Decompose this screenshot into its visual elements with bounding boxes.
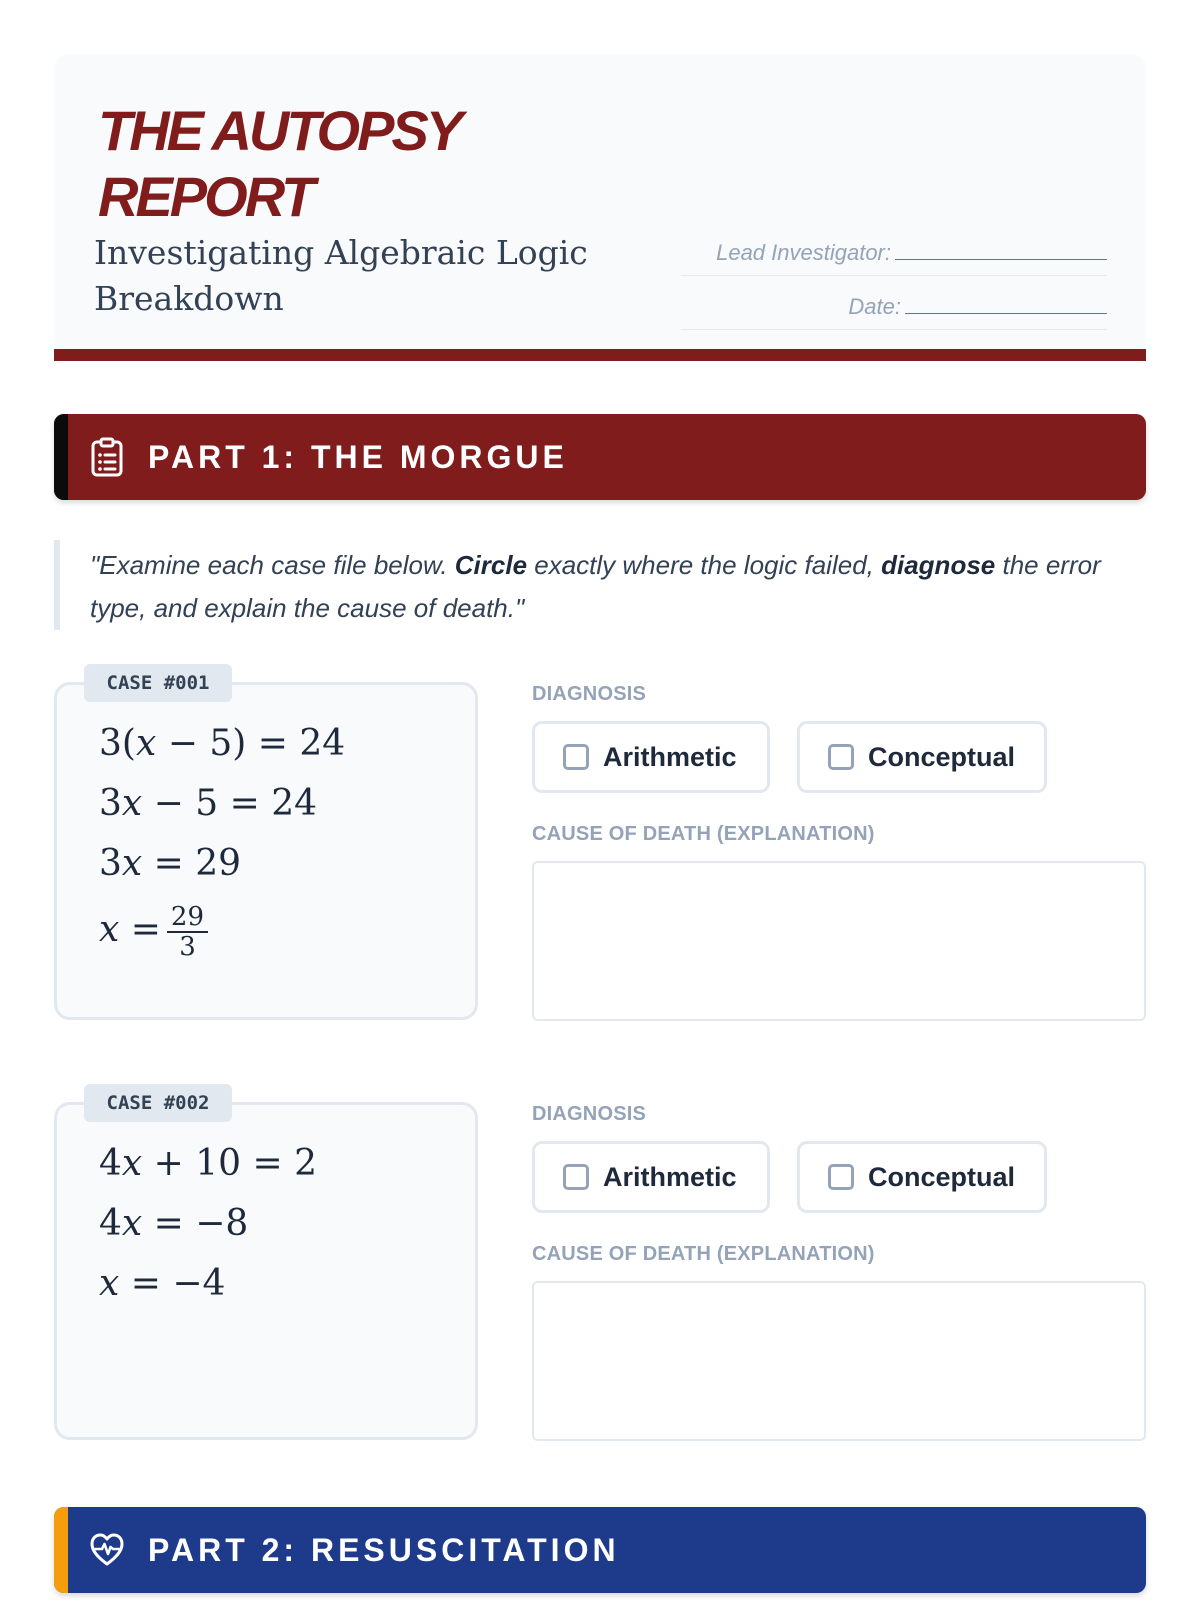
date-label: Date: [848,294,901,319]
part2-label: PART 2: RESUSCITATION [148,1531,620,1568]
explanation-box[interactable] [532,861,1146,1021]
banner-accent-edge [54,414,68,500]
instructions-bold-diagnose: diagnose [881,550,996,580]
part1-banner [54,414,1146,500]
arithmetic-option[interactable] [532,721,770,793]
arithmetic-label: Arithmetic [603,1161,737,1192]
checkbox-icon[interactable] [828,1164,854,1190]
case-tab-001: CASE #001 [84,664,232,702]
equation-line-fraction[interactable] [99,903,208,961]
fraction-denominator: 3 [179,932,196,962]
investigator-blank[interactable] [895,240,1107,260]
equation-line[interactable]: 4x + 10 = 2 [99,1143,318,1184]
case-card-001[interactable] [54,682,478,1020]
instructions-text-1: "Examine each case file below. [90,550,455,580]
fraction-numerator: 29 [167,903,208,933]
checkbox-icon[interactable] [563,1164,589,1190]
instructions-bold-circle: Circle [454,550,528,580]
case-tab-002: CASE #002 [84,1084,232,1122]
date-field[interactable] [681,276,1107,330]
equation-line[interactable]: 4x = −8 [99,1203,249,1244]
conceptual-option[interactable] [797,721,1047,793]
banner-accent-edge [54,1507,68,1593]
part2-banner [54,1507,1146,1593]
conceptual-label: Conceptual [868,741,1016,772]
diagnosis-label: DIAGNOSIS [532,683,647,705]
page-subtitle: Investigating Algebraic Logic Breakdown [94,233,588,318]
arithmetic-label: Arithmetic [603,741,737,772]
investigator-label: Lead Investigator: [716,240,891,265]
report-header [54,54,1146,361]
equation-line[interactable]: 3x = 29 [99,843,242,884]
checkbox-icon[interactable] [563,744,589,770]
equation-line[interactable]: 3(x − 5) = 24 [99,723,346,764]
clipboard-icon [90,437,124,477]
instructions-text-2: exactly where the logic failed, [527,550,882,580]
explanation-box[interactable] [532,1281,1146,1441]
instructions-text-3: the error type, and explain the cause of death." [90,550,1101,623]
instructions-quote [54,540,1146,630]
explanation-label: CAUSE OF DEATH (EXPLANATION) [532,823,875,845]
checkbox-icon[interactable] [828,744,854,770]
equation-lhs: x = [99,909,161,950]
fraction [167,903,208,961]
arithmetic-option[interactable] [532,1141,770,1213]
page-title: THE AUTOPSY REPORT [98,99,460,228]
part1-label: PART 1: THE MORGUE [148,438,568,475]
diagnosis-label: DIAGNOSIS [532,1103,647,1125]
conceptual-label: Conceptual [868,1161,1016,1192]
date-blank[interactable] [905,294,1107,314]
conceptual-option[interactable] [797,1141,1047,1213]
investigator-field[interactable] [681,222,1107,276]
heart-pulse-icon [90,1530,124,1570]
explanation-label: CAUSE OF DEATH (EXPLANATION) [532,1243,875,1265]
case-card-002[interactable] [54,1102,478,1440]
equation-line[interactable]: x = −4 [99,1263,226,1304]
equation-line[interactable]: 3x − 5 = 24 [99,783,318,824]
